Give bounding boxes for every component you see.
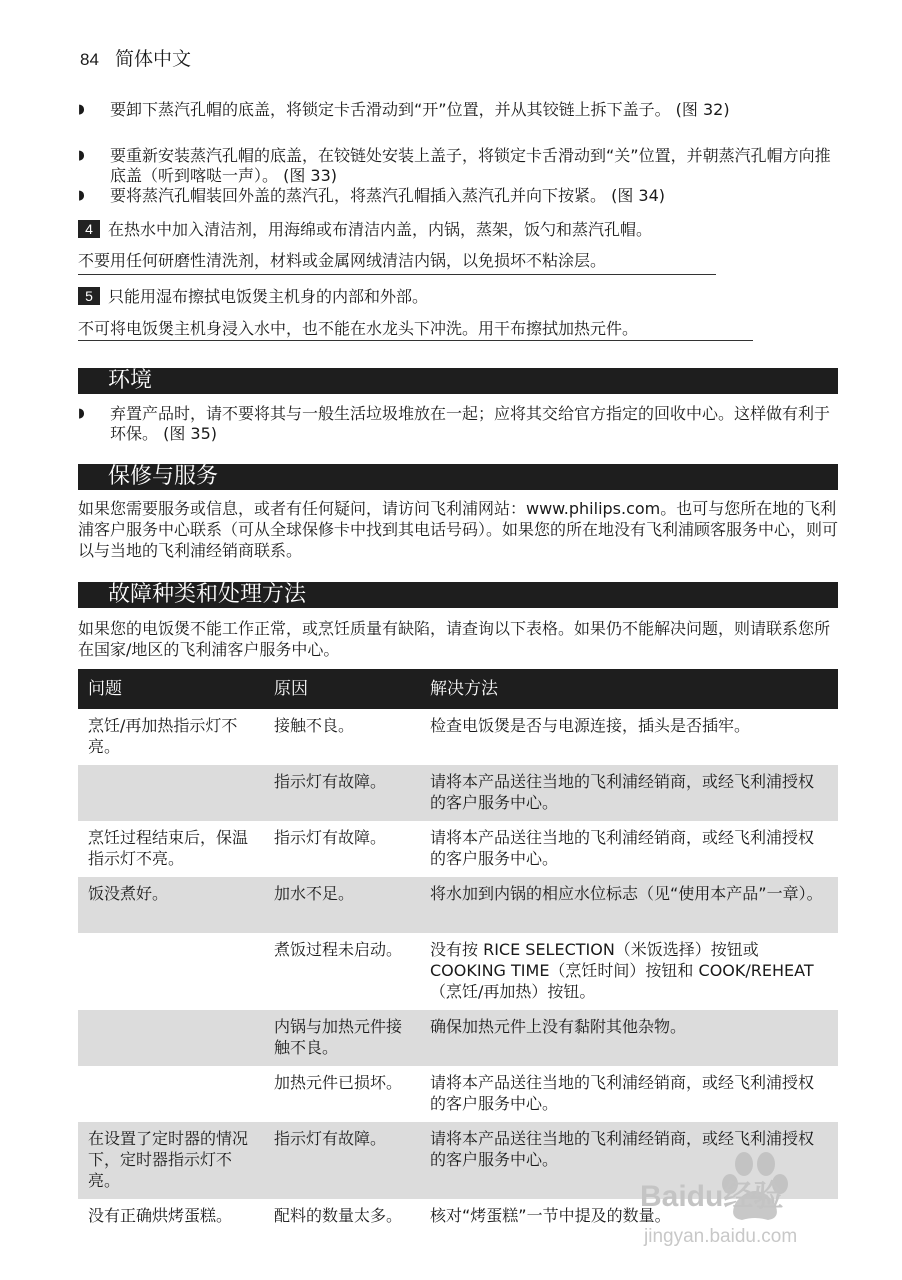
cell-cause: 配料的数量太多。 (264, 1199, 420, 1255)
table-row (78, 821, 838, 877)
table-row (78, 877, 838, 933)
cell-solution: 将水加到内锅的相应水位标志（见“使用本产品”一章）。 (420, 877, 838, 933)
cell-solution: 确保加热元件上没有黏附其他杂物。 (420, 1010, 838, 1066)
warning-1: 不要用任何研磨性清洗剂，材料或金属网绒清洁内锅，以免损坏不粘涂层。 (78, 251, 607, 270)
page-number: 84 (80, 50, 99, 69)
cell-cause: 指示灯有故障。 (264, 821, 420, 877)
step-text: 在热水中加入清洁剂，用海绵或布清洁内盖，内锅，蒸架，饭勺和蒸汽孔帽。 (108, 220, 653, 239)
language-label: 简体中文 (114, 48, 191, 70)
bullet-text: 要卸下蒸汽孔帽的底盖，将锁定卡舌滑动到“开”位置，并从其铰链上拆下盖子。 (图 32) (110, 100, 730, 119)
step-4 (78, 219, 838, 240)
cell-problem (78, 1010, 264, 1066)
step-text: 只能用湿布擦拭电饭煲主机身的内部和外部。 (108, 287, 429, 306)
table-row (78, 1010, 838, 1066)
cell-problem (78, 765, 264, 821)
header-cause: 原因 (264, 669, 420, 709)
cell-solution: 核对“烤蛋糕”一节中提及的数量。 (420, 1199, 838, 1255)
cell-solution: 检查电饭煲是否与电源连接，插头是否插牢。 (420, 709, 838, 765)
watermark-brand: Baidu经验 (640, 1180, 784, 1213)
baidu-watermark (640, 1140, 850, 1270)
step-number-badge: 5 (78, 287, 100, 305)
cell-cause: 接触不良。 (264, 709, 420, 765)
paw-logo-icon (640, 1140, 850, 1270)
cell-problem (78, 1066, 264, 1122)
cell-solution: 请将本产品送往当地的飞利浦经销商，或经飞利浦授权的客户服务中心。 (420, 765, 838, 821)
table-row (78, 1066, 838, 1122)
cell-problem: 饭没煮好。 (78, 877, 264, 933)
cell-problem: 没有正确烘烤蛋糕。 (78, 1199, 264, 1255)
warning-2: 不可将电饭煲主机身浸入水中，也不能在水龙头下冲洗。用干布擦拭加热元件。 (78, 319, 639, 338)
section-title: 环境 (108, 368, 153, 393)
cell-solution: 请将本产品送往当地的飞利浦经销商，或经飞利浦授权的客户服务中心。 (420, 821, 838, 877)
cell-cause: 煮饭过程未启动。 (264, 933, 420, 1010)
watermark-url: jingyan.baidu.com (644, 1226, 798, 1247)
cell-cause: 加热元件已损坏。 (264, 1066, 420, 1122)
step-number-badge: 4 (78, 220, 100, 238)
cell-cause: 内锅与加热元件接触不良。 (264, 1010, 420, 1066)
trouble-intro: 如果您的电饭煲不能工作正常，或烹饪质量有缺陷，请查询以下表格。如果仍不能解决问题，则请联系您所在国家/地区的飞利浦客户服务中心。 (78, 619, 831, 659)
cell-solution: 没有按 RICE SELECTION（米饭选择）按钮或 COOKING TIME（烹饪时间）按钮和 COOK/REHEAT（烹饪/再加热）按钮。 (420, 933, 838, 1010)
cell-problem (78, 933, 264, 1010)
table-header-row (78, 669, 838, 709)
section-trouble-bar (78, 582, 838, 608)
cell-solution: 请将本产品送往当地的飞利浦经销商，或经飞利浦授权的客户服务中心。 (420, 1122, 838, 1199)
bullet-marker-icon: ◗ (78, 102, 85, 117)
cell-problem: 烹饪过程结束后，保温指示灯不亮。 (78, 821, 264, 877)
section-service-bar (78, 464, 838, 490)
warning-underline (78, 274, 716, 275)
bullet-marker-icon: ◗ (78, 148, 85, 163)
page-header (80, 44, 191, 71)
section-environment-bar (78, 368, 838, 394)
warning-underline (78, 340, 753, 341)
table-row (78, 709, 838, 765)
header-problem: 问题 (78, 669, 264, 709)
bullet-marker-icon: ◗ (78, 406, 85, 421)
section-title: 保修与服务 (108, 464, 219, 489)
cell-problem: 烹饪/再加热指示灯不亮。 (78, 709, 264, 765)
table-row (78, 933, 838, 1010)
cell-cause: 加水不足。 (264, 877, 420, 933)
bullet-marker-icon: ◗ (78, 188, 85, 203)
step-5 (78, 286, 838, 307)
section-title: 故障种类和处理方法 (108, 582, 307, 607)
service-text: 如果您需要服务或信息，或者有任何疑问，请访问飞利浦网站：www.philips.com。也可与您所在地的飞利浦客户服务中心联系（可从全球保修卡中找到其电话号码）。如果您的所在地没有飞利浦顾客服务中心，则可以与当地的飞利浦经销商联系。 (78, 499, 839, 560)
bullet-text: 要重新安装蒸汽孔帽的底盖，在铰链处安装上盖子，将锁定卡舌滑动到“关”位置，并朝蒸汽孔帽方向推底盖（听到喀哒一声）。 (图 33) (110, 146, 831, 185)
bullet-text: 要将蒸汽孔帽装回外盖的蒸汽孔，将蒸汽孔帽插入蒸汽孔并向下按紧。 (图 34) (110, 186, 666, 205)
cell-problem: 在设置了定时器的情况下，定时器指示灯不亮。 (78, 1122, 264, 1199)
cell-cause: 指示灯有故障。 (264, 765, 420, 821)
header-solution: 解决方法 (420, 669, 838, 709)
env-text: 弃置产品时，请不要将其与一般生活垃圾堆放在一起；应将其交给官方指定的回收中心。这样做有利于环保。 (图 35) (110, 404, 831, 443)
table-row (78, 765, 838, 821)
cell-solution: 请将本产品送往当地的飞利浦经销商，或经飞利浦授权的客户服务中心。 (420, 1066, 838, 1122)
cell-cause: 指示灯有故障。 (264, 1122, 420, 1199)
